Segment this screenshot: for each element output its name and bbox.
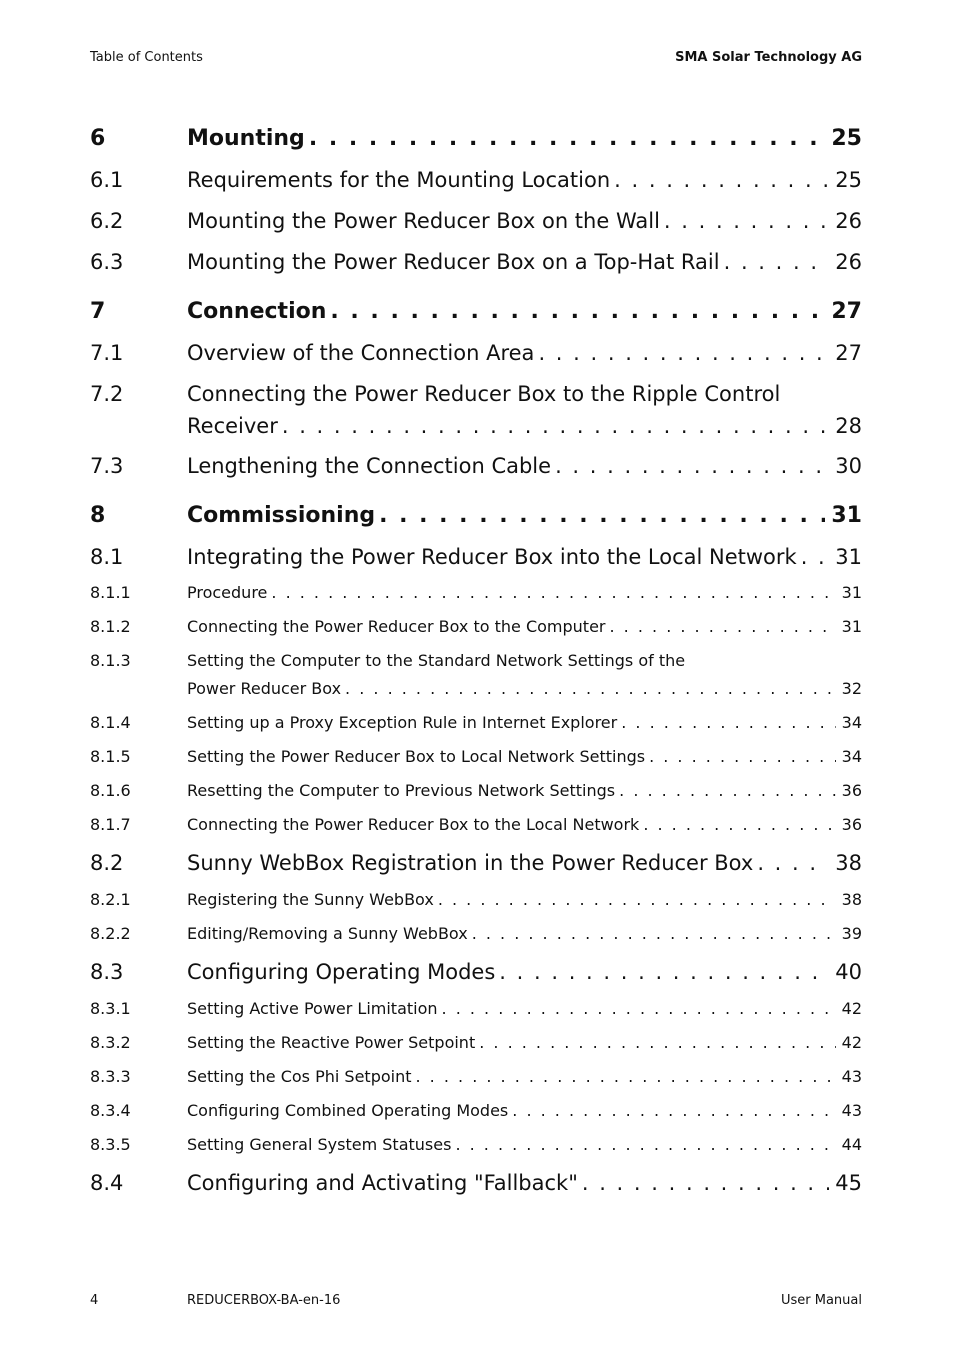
toc-entry-page: 31 bbox=[835, 545, 862, 569]
toc-entry-number: 7.1 bbox=[90, 341, 124, 365]
toc-entry-page: 32 bbox=[841, 679, 862, 698]
toc-entry-number: 8.4 bbox=[90, 1171, 124, 1195]
toc-entry-title: Requirements for the Mounting Location bbox=[187, 168, 611, 192]
toc-entry-number: 7.2 bbox=[90, 382, 124, 406]
dot-leader bbox=[582, 1171, 829, 1195]
toc-entry-number: 7.3 bbox=[90, 454, 124, 478]
toc-entry-page: 39 bbox=[841, 924, 862, 943]
toc-entry-page: 27 bbox=[831, 299, 862, 324]
toc-entry-number: 6.2 bbox=[90, 209, 124, 233]
dot-leader bbox=[724, 250, 830, 274]
toc-entry-number: 8.1 bbox=[90, 545, 124, 569]
toc-entry-page: 31 bbox=[841, 583, 862, 602]
toc-entry-page: 25 bbox=[835, 168, 862, 192]
dot-leader bbox=[499, 960, 829, 984]
toc-entry-number: 8.3.1 bbox=[90, 999, 131, 1018]
toc-entry-page: 28 bbox=[835, 414, 862, 438]
dot-leader bbox=[801, 545, 830, 569]
dot-leader bbox=[472, 924, 836, 943]
dot-leader bbox=[345, 679, 836, 698]
toc-entry-page: 31 bbox=[841, 617, 862, 636]
dot-leader bbox=[438, 890, 836, 909]
dot-leader bbox=[455, 1135, 835, 1154]
toc-entry-number: 8.3.3 bbox=[90, 1067, 131, 1086]
dot-leader bbox=[610, 617, 836, 636]
dot-leader bbox=[621, 713, 835, 732]
toc-entry-title: Mounting the Power Reducer Box on the Wall bbox=[187, 209, 660, 233]
dot-leader bbox=[619, 781, 836, 800]
toc-entry-title: Connecting the Power Reducer Box to the Local Network bbox=[187, 815, 640, 834]
toc-entry-page: 25 bbox=[831, 126, 862, 151]
toc-entry-page: 26 bbox=[835, 250, 862, 274]
dot-leader bbox=[379, 503, 825, 528]
toc-entry-number: 8.2.2 bbox=[90, 924, 131, 943]
toc-entry-number: 8.3.4 bbox=[90, 1101, 131, 1120]
toc-entry-title: Setting the Computer to the Standard Network Settings of the bbox=[187, 651, 686, 670]
toc-entry-page: 34 bbox=[841, 747, 862, 766]
dot-leader bbox=[643, 815, 835, 834]
toc-entry-title: Configuring Combined Operating Modes bbox=[187, 1101, 509, 1120]
dot-leader bbox=[442, 999, 836, 1018]
toc-entry-title: Mounting bbox=[187, 126, 305, 151]
toc-entry-number: 8.1.6 bbox=[90, 781, 131, 800]
toc-entry-title: Configuring Operating Modes bbox=[187, 960, 496, 984]
toc-entry-page: 40 bbox=[835, 960, 862, 984]
toc-entry-title: Procedure bbox=[187, 583, 268, 602]
toc-entry-title: Lengthening the Connection Cable bbox=[187, 454, 552, 478]
toc-entry-title: Sunny WebBox Registration in the Power Reducer Box bbox=[187, 851, 754, 875]
toc-entry-title: Commissioning bbox=[187, 503, 376, 528]
toc-entry-number: 8.1.3 bbox=[90, 651, 131, 670]
toc-entry-number: 6.1 bbox=[90, 168, 124, 192]
toc-entry-title: Mounting the Power Reducer Box on a Top-Hat Rail bbox=[187, 250, 720, 274]
running-header-section: Table of Contents bbox=[90, 50, 203, 65]
toc-entry-title: Receiver bbox=[187, 414, 278, 438]
footer-page-number: 4 bbox=[90, 1293, 99, 1308]
dot-leader bbox=[664, 209, 829, 233]
dot-leader bbox=[757, 851, 829, 875]
toc-entry-title: Resetting the Computer to Previous Network Settings bbox=[187, 781, 616, 800]
toc-entry-page: 27 bbox=[835, 341, 862, 365]
toc-entry-number: 8.1.5 bbox=[90, 747, 131, 766]
table-of-contents bbox=[90, 0, 862, 1352]
toc-entry-page: 38 bbox=[841, 890, 862, 909]
toc-entry-page: 42 bbox=[841, 1033, 862, 1052]
toc-entry-number: 8.1.1 bbox=[90, 583, 131, 602]
toc-entry-number: 8.1.7 bbox=[90, 815, 131, 834]
footer-doc-id: REDUCERBOX-BA-en-16 bbox=[187, 1293, 341, 1308]
footer-doc-type: User Manual bbox=[780, 1293, 862, 1308]
toc-entry-title: Setting Active Power Limitation bbox=[187, 999, 438, 1018]
toc-entry-title: Setting the Cos Phi Setpoint bbox=[187, 1067, 412, 1086]
toc-entry-page: 38 bbox=[835, 851, 862, 875]
toc-entry-title: Setting General System Statuses bbox=[187, 1135, 452, 1154]
toc-entry-title: Configuring and Activating "Fallback" bbox=[187, 1171, 578, 1195]
toc-entry-page: 43 bbox=[841, 1067, 862, 1086]
dot-leader bbox=[555, 454, 829, 478]
toc-entry-title: Setting the Reactive Power Setpoint bbox=[187, 1033, 476, 1052]
toc-entry-title: Connecting the Power Reducer Box to the Computer bbox=[187, 617, 606, 636]
toc-entry-title: Registering the Sunny WebBox bbox=[187, 890, 434, 909]
toc-entry-title: Setting the Power Reducer Box to Local Network Settings bbox=[187, 747, 646, 766]
dot-leader bbox=[479, 1033, 835, 1052]
toc-entry-number: 6.3 bbox=[90, 250, 124, 274]
dot-leader bbox=[271, 583, 835, 602]
dot-leader bbox=[330, 299, 825, 324]
dot-leader bbox=[614, 168, 829, 192]
toc-entry-number: 8.3.5 bbox=[90, 1135, 131, 1154]
toc-entry-title: Connection bbox=[187, 299, 327, 324]
dot-leader bbox=[282, 414, 829, 438]
toc-entry-title: Power Reducer Box bbox=[187, 679, 342, 698]
dot-leader bbox=[309, 126, 826, 151]
dot-leader bbox=[649, 747, 836, 766]
toc-entry-number: 8.1.2 bbox=[90, 617, 131, 636]
toc-entry-number: 8.2 bbox=[90, 851, 124, 875]
toc-entry-page: 44 bbox=[841, 1135, 862, 1154]
dot-leader bbox=[512, 1101, 835, 1120]
toc-entry-number: 8 bbox=[90, 503, 106, 528]
toc-entry-number: 8.1.4 bbox=[90, 713, 131, 732]
toc-entry-page: 36 bbox=[841, 781, 862, 800]
toc-entry-page: 30 bbox=[835, 454, 862, 478]
toc-entry-page: 26 bbox=[835, 209, 862, 233]
toc-entry-number: 6 bbox=[90, 126, 106, 151]
toc-entry-title: Connecting the Power Reducer Box to the Ripple Control bbox=[187, 382, 781, 406]
toc-entry-page: 34 bbox=[841, 713, 862, 732]
toc-entry-number: 7 bbox=[90, 299, 106, 324]
toc-entry-page: 43 bbox=[841, 1101, 862, 1120]
toc-entry-page: 31 bbox=[831, 503, 862, 528]
toc-entry-page: 42 bbox=[841, 999, 862, 1018]
toc-entry-page: 36 bbox=[841, 815, 862, 834]
toc-entry-number: 8.2.1 bbox=[90, 890, 131, 909]
toc-entry-number: 8.3.2 bbox=[90, 1033, 131, 1052]
dot-leader bbox=[538, 341, 829, 365]
toc-entry-title: Editing/Removing a Sunny WebBox bbox=[187, 924, 468, 943]
toc-entry-title: Overview of the Connection Area bbox=[187, 341, 535, 365]
running-header-company: SMA Solar Technology AG bbox=[675, 50, 862, 65]
dot-leader bbox=[416, 1067, 836, 1086]
toc-entry-title: Setting up a Proxy Exception Rule in Internet Explorer bbox=[187, 713, 618, 732]
toc-entry-title: Integrating the Power Reducer Box into the Local Network bbox=[187, 545, 797, 569]
toc-entry-page: 45 bbox=[835, 1171, 862, 1195]
toc-entry-number: 8.3 bbox=[90, 960, 124, 984]
